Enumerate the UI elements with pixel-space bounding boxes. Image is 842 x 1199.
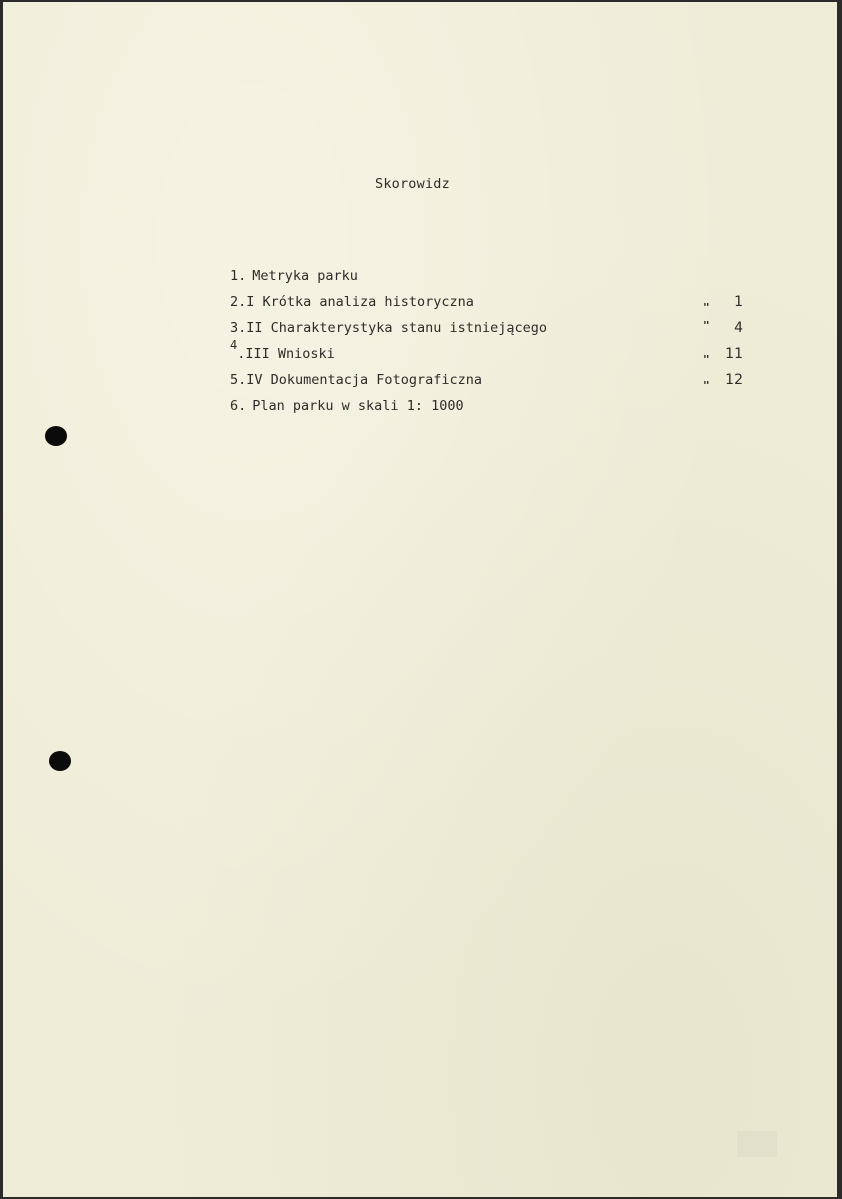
entry-number: 2. xyxy=(230,294,247,310)
toc-entry-6 xyxy=(230,396,750,422)
entry-number: 4 xyxy=(230,338,238,352)
page-number: 11 xyxy=(725,346,743,362)
entry-label: .III Wnioski xyxy=(237,346,335,362)
ditto-mark: " xyxy=(703,319,710,332)
entry-label: I Krótka analiza historyczna xyxy=(246,294,474,310)
ditto-mark: " xyxy=(703,379,710,392)
table-of-contents xyxy=(230,266,750,422)
toc-entry-5 xyxy=(230,370,750,396)
entry-label: Plan parku w skali 1: 1000 xyxy=(252,398,464,414)
entry-label: IV Dokumentacja Fotograficzna xyxy=(246,372,482,388)
ditto-mark: " xyxy=(703,301,710,314)
entry-number: 5. xyxy=(230,372,247,388)
page-number: 12 xyxy=(725,372,743,388)
document-title: Skorowidz xyxy=(375,176,450,192)
entry-label: II Charakterystyka stanu istniejącego xyxy=(246,320,547,336)
entry-number: 6. xyxy=(230,398,247,414)
paper-sheet xyxy=(3,2,837,1197)
faint-mark xyxy=(737,1131,777,1157)
entry-number: 3. xyxy=(230,320,247,336)
ditto-mark: " xyxy=(703,353,710,366)
toc-entry-4 xyxy=(230,338,750,370)
toc-entry-1 xyxy=(230,266,750,292)
punch-hole-top xyxy=(45,426,67,446)
punch-hole-bottom xyxy=(49,751,71,771)
entry-number: 1. xyxy=(230,268,247,284)
entry-label: Metryka parku xyxy=(252,268,358,284)
toc-entry-3 xyxy=(230,318,750,344)
page-number: 1 xyxy=(734,294,743,310)
toc-entry-2 xyxy=(230,292,750,318)
page-number: 4 xyxy=(734,320,743,336)
